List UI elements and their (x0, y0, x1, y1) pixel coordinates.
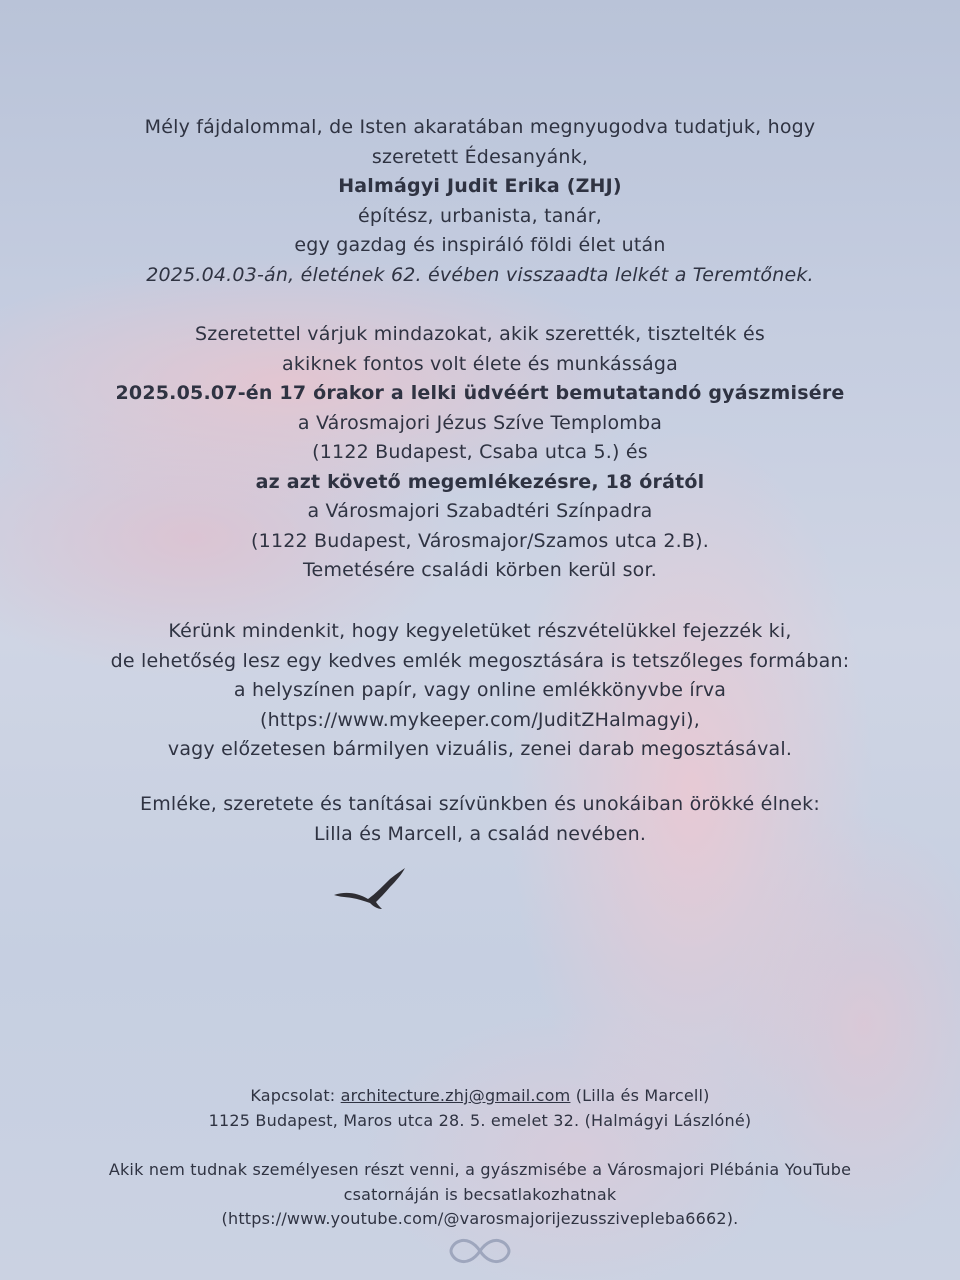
request-line: de lehetőség lesz egy kedves emlék megosztására is tetszőleges formában: (110, 649, 850, 672)
deceased-profession: építész, urbanista, tanár, (358, 204, 602, 227)
intro-line: egy gazdag és inspiráló földi élet után (294, 234, 666, 256)
contact-address: 1125 Budapest, Maros utca 28. 5. emelet 32. (Halmágyi Lászlóné) (208, 1110, 752, 1130)
church-address: (1122 Budapest, Csaba utca 5.) és (312, 441, 648, 463)
invitation-line: Szeretettel várjuk mindazokat, akik szerették, tisztelték és (195, 323, 765, 345)
closing-section (0, 790, 960, 849)
invitation-section (0, 320, 960, 586)
intro-line: szeretett Édesanyánk, (371, 145, 589, 168)
request-line: Kérünk mindenkit, hogy kegyeletüket részvételükkel fejezzék ki, (168, 620, 792, 642)
venue-address: (1122 Budapest, Városmajor/Szamos utca 2.B). (251, 529, 709, 552)
contact-section (0, 1084, 960, 1133)
youtube-link[interactable]: (https://www.youtube.com/@varosmajorijezusszivepleba6662). (221, 1209, 739, 1228)
memory-book-link[interactable]: (https://www.mykeeper.com/JuditZHalmagyi), (260, 708, 700, 731)
contact-label: Kapcsolat: (250, 1086, 341, 1105)
invitation-line: akiknek fontos volt élete és munkássága (281, 352, 679, 375)
request-line: vagy előzetesen bármilyen vizuális, zenei darab megosztásával. (167, 738, 793, 760)
request-section (0, 617, 960, 765)
stream-line: csatornáján is becsatlakozhatnak (343, 1184, 617, 1204)
intro-line: Mély fájdalommal, de Isten akaratában megnyugodva tudatjuk, hogy (144, 116, 816, 138)
funeral-note: Temetésére családi körben kerül sor. (302, 559, 657, 581)
infinity-symbol-icon (448, 1234, 512, 1268)
memorial-details: az azt követő megemlékezésre, 18 órától (255, 470, 705, 493)
mass-details: 2025.05.07-én 17 órakor a lelki üdvéért bemutatandó gyászmisére (115, 382, 845, 404)
closing-line: Emléke, szeretete és tanításai szívünkben és unokáiban örökké élnek: (140, 793, 820, 815)
deceased-name: Halmágyi Judit Erika (ZHJ) (338, 175, 622, 197)
signature-line: Lilla és Marcell, a család nevében. (313, 822, 647, 845)
intro-section (0, 113, 960, 290)
stream-line: Akik nem tudnak személyesen részt venni, a gyászmisébe a Városmajori Plébánia YouTube (108, 1160, 852, 1179)
contact-line (0, 1084, 960, 1109)
stream-section (0, 1158, 960, 1232)
venue-name: a Városmajori Szabadtéri Színpadra (307, 500, 653, 522)
date-of-death: 2025.04.03-án, életének 62. évében visszaadta lelkét a Teremtőnek. (146, 263, 814, 286)
request-line: a helyszínen papír, vagy online emlékkönyvbe írva (233, 679, 727, 701)
contact-persons: (Lilla és Marcell) (570, 1086, 710, 1105)
contact-email-link[interactable]: architecture.zhj@gmail.com (340, 1086, 571, 1105)
bird-silhouette-icon (330, 865, 410, 915)
church-name: a Városmajori Jézus Szíve Templomba (297, 411, 663, 434)
